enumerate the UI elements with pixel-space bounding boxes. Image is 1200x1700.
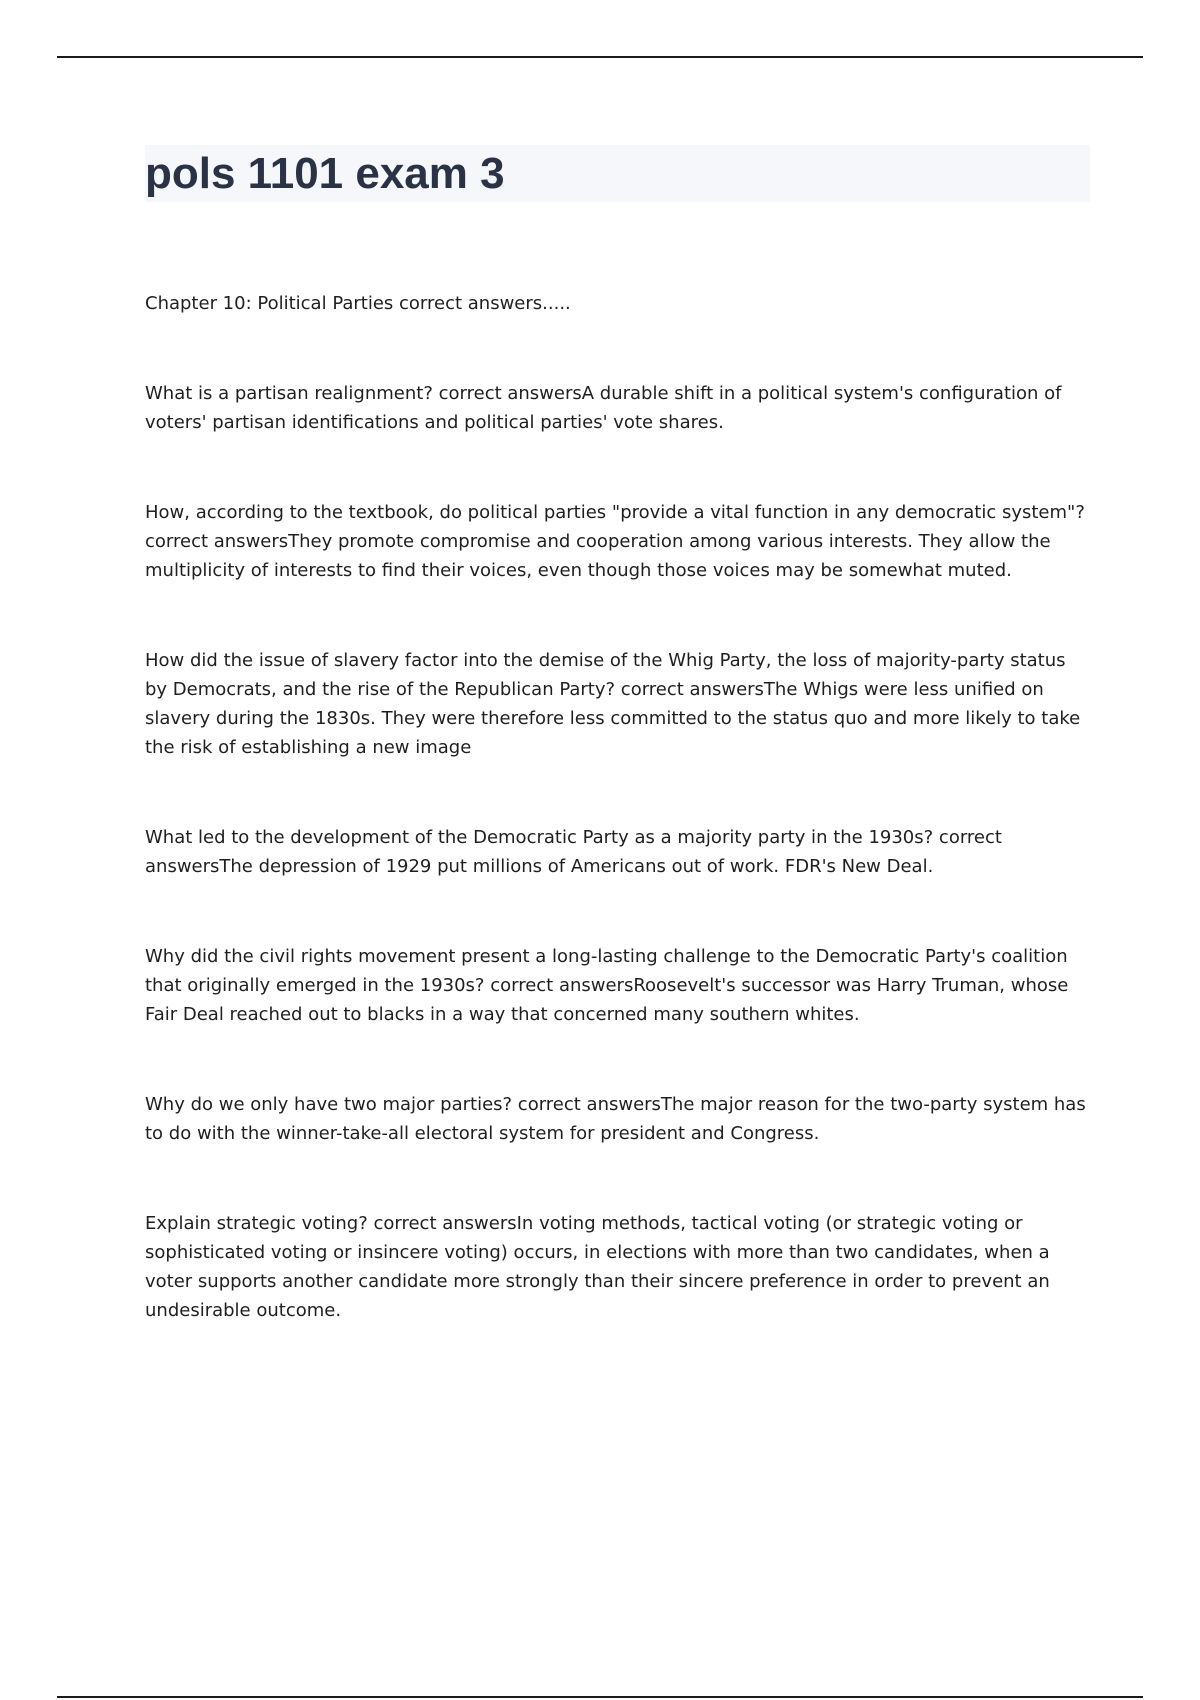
qa-paragraph-vital-function: How, according to the textbook, do political parties "provide a vital function in any democratic system"? correct answersThey promote compromise and cooperation among various interests. They allow the multiplicity of interests to find their voices, even though those voices may be somewhat muted. xyxy=(145,502,1085,581)
qa-paragraph-civil-rights-challenge: Why did the civil rights movement present a long-lasting challenge to the Democratic Party's coalition that originally emerged in the 1930s? correct answersRoosevelt's successor was Harry Truman, whose Fair Deal reached out to blacks in a way that concerned many southern whites. xyxy=(145,946,1069,1025)
qa-paragraph-partisan-realignment: What is a partisan realignment? correct answersA durable shift in a political system's configuration of voters' partisan identifications and political parties' vote shares. xyxy=(145,383,1062,433)
qa-paragraph-strategic-voting: Explain strategic voting? correct answersIn voting methods, tactical voting (or strategic voting or sophisticated voting or insincere voting) occurs, in elections with more than two candidates, when a voter supports another candidate more strongly than their sincere preference in order to prevent an undesirable outcome. xyxy=(145,1213,1050,1321)
qa-paragraph-slavery-whig-party: How did the issue of slavery factor into the demise of the Whig Party, the loss of majority-party status by Democrats, and the rise of the Republican Party? correct answersThe Whigs were less unified on slavery during the 1830s. They were therefore less committed to the status quo and more likely to take the risk of establishing a new image xyxy=(145,650,1081,758)
chapter-heading: Chapter 10: Political Parties correct answers..... xyxy=(145,293,571,314)
qa-paragraph-two-major-parties: Why do we only have two major parties? correct answersThe major reason for the two-party system has to do with the winner-take-all electoral system for president and Congress. xyxy=(145,1094,1086,1144)
qa-paragraph-democratic-majority-1930s: What led to the development of the Democratic Party as a majority party in the 1930s? correct answersThe depression of 1929 put millions of Americans out of work. FDR's New Deal. xyxy=(145,827,1002,877)
document-body xyxy=(145,289,1090,1325)
bottom-divider xyxy=(57,1696,1143,1698)
top-divider xyxy=(57,56,1143,58)
document-title: pols 1101 exam 3 xyxy=(145,149,505,198)
